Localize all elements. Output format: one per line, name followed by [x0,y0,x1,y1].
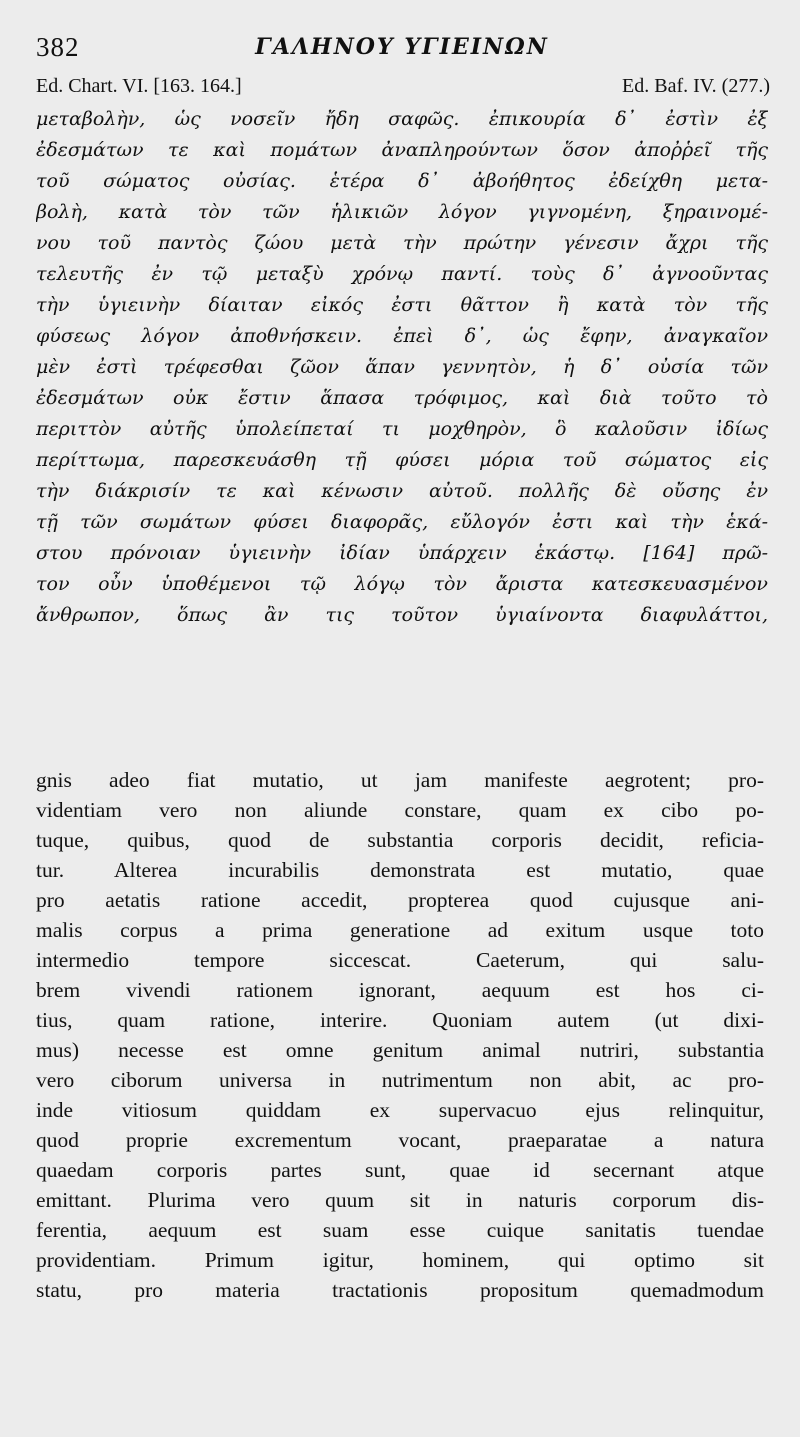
greek-text-line: στου πρόνοιαν ὑγιεινὴν ἰδίαν ὑπάρχειν ἑκάστῳ. [164] πρῶ- [36,542,768,564]
greek-text-line: περίττωμα, παρεσκευάσθη τῇ φύσει μόρια τοῦ σώματος εἰς [36,449,768,471]
greek-text-line: τῇ τῶν σωμάτων φύσει διαφορᾶς, εὔλογόν ἐστι καὶ τὴν ἑκά- [36,511,768,533]
greek-text-line: μὲν ἐστὶ τρέφεσθαι ζῶον ἅπαν γεννητὸν, ἡ δ᾽ οὐσία τῶν [36,356,768,378]
greek-text-line: ἐδεσμάτων τε καὶ πομάτων ἀναπληρούντων ὅσον ἀποῤῥεῖ τῆς [36,139,768,161]
greek-text-line: τελευτῆς ἐν τῷ μεταξὺ χρόνῳ παντί. τοὺς δ᾽ ἀγνοοῦντας [36,263,768,285]
greek-text-line: βολὴ, κατὰ τὸν τῶν ἡλικιῶν λόγον γιγνομένη, ξηραινομέ- [36,201,768,223]
latin-text-line: tur. Alterea incurabilis demonstrata est mutatio, quae [36,858,764,882]
greek-text-line: τον οὖν ὑποθέμενοι τῷ λόγῳ τὸν ἄριστα κατεσκευασμένον [36,573,768,595]
running-title: ΓΑΛΗΝΟΥ ΥΓΙΕΙΝΩΝ [255,34,549,60]
greek-text-line: περιττὸν αὐτῆς ὑπολείπεταί τι μοχθηρὸν, ὃ καλοῦσιν ἰδίως [36,418,768,440]
greek-text-line: τὴν διάκρισίν τε καὶ κένωσιν αὐτοῦ. πολλῆς δὲ οὔσης ἐν [36,480,768,502]
greek-text-line: ἄνθρωπον, ὅπως ἂν τις τοῦτον ὑγιαίνοντα διαφυλάττοι, [36,604,768,626]
latin-text-line: videntiam vero non aliunde constare, quam ex cibo po- [36,798,764,822]
show-through-line [30,723,770,753]
latin-text-line: intermedio tempore siccescat. Caeterum, qui salu- [36,948,764,972]
latin-text-line: emittant. Plurima vero quum sit in naturis corporum dis- [36,1188,764,1212]
edition-chartier-reference: Ed. Chart. VI. [163. 164.] [36,75,242,97]
latin-text-line: tius, quam ratione, interire. Quoniam autem (ut dixi- [36,1008,764,1032]
latin-text-line: pro aetatis ratione accedit, propterea quod cujusque ani- [36,888,764,912]
latin-text-line: ferentia, aequum est suam esse cuique sanitatis tuendae [36,1218,764,1242]
edition-reference-line [36,75,770,103]
latin-text-line: tuque, quibus, quod de substantia corporis decidit, reficia- [36,828,764,852]
latin-text-line: quod proprie excrementum vocant, praeparatae a natura [36,1128,764,1152]
latin-text-line: inde vitiosum quiddam ex supervacuo ejus relinquitur, [36,1098,764,1122]
page-number: 382 [36,32,80,62]
show-through-line [30,693,770,723]
latin-text-line: quaedam corporis partes sunt, quae id secernant atque [36,1158,764,1182]
greek-text-line: μεταβολὴν, ὡς νοσεῖν ἤδη σαφῶς. ἐπικουρία δ᾽ ἐστὶν ἐξ [36,108,768,130]
latin-text-line: brem vivendi rationem ignorant, aequum est hos ci- [36,978,764,1002]
latin-text-line: providentiam. Primum igitur, hominem, qui optimo sit [36,1248,764,1272]
greek-text-line: νου τοῦ παντὸς ζώου μετὰ τὴν πρώτην γένεσιν ἄχρι τῆς [36,232,768,254]
latin-text-line: gnis adeo fiat mutatio, ut jam manifeste aegrotent; pro- [36,768,764,792]
greek-text-line: ἐδεσμάτων οὐκ ἔστιν ἅπασα τρόφιμος, καὶ διὰ τοῦτο τὸ [36,387,768,409]
greek-text-line: τοῦ σώματος οὐσίας. ἑτέρα δ᾽ ἀβοήθητος ἐδείχθη μετα- [36,170,768,192]
page-header [32,26,772,70]
latin-text-line: mus) necesse est omne genitum animal nutriri, substantia [36,1038,764,1062]
greek-text-block [36,104,768,631]
latin-text-block [36,765,764,1305]
greek-text-line: τὴν ὑγιεινὴν δίαιταν εἰκός ἐστι θᾶττον ἢ κατὰ τὸν τῆς [36,294,768,316]
latin-text-line: vero ciborum universa in nutrimentum non abit, ac pro- [36,1068,764,1092]
latin-text-line: malis corpus a prima generatione ad exitum usque toto [36,918,764,942]
show-through-text [30,693,770,753]
latin-text-line: statu, pro materia tractationis propositum quemadmodum [36,1278,764,1302]
edition-basel-reference: Ed. Baf. IV. (277.) [622,75,770,97]
greek-text-line: φύσεως λόγον ἀποθνήσκειν. ἐπεὶ δ᾽, ὡς ἔφην, ἀναγκαῖον [36,325,768,347]
